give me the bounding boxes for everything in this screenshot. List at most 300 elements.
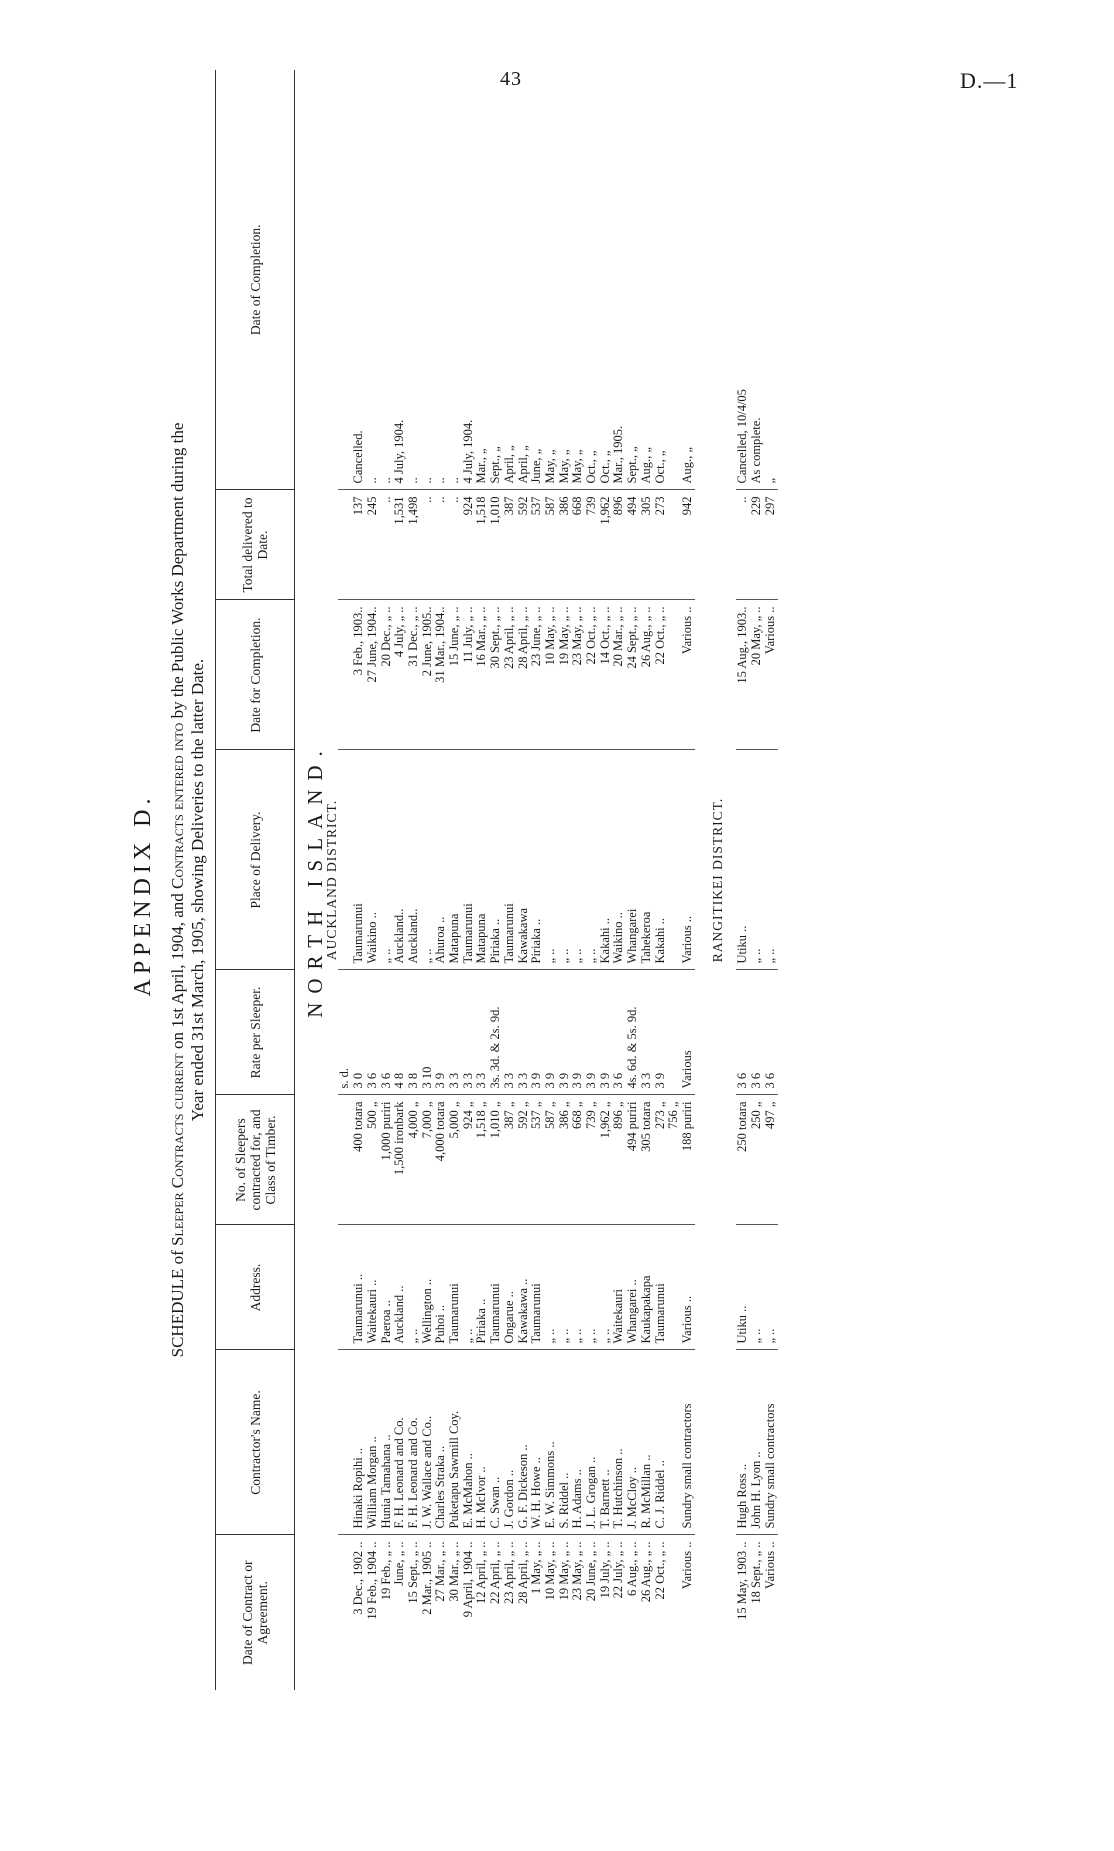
- sleepers-cell: 494 puriri: [626, 1095, 640, 1225]
- total-delivered-cell: 942: [681, 490, 695, 600]
- contractor-cell: John H. Lyon ..: [750, 1350, 764, 1535]
- auckland-row: [462, 70, 476, 1690]
- date-contract-cell: 19 Feb., 1904 ..: [364, 1541, 379, 1620]
- total-delivered-cell: 494: [626, 490, 640, 600]
- place-cell: Utiku ..: [736, 750, 750, 970]
- contractor-cell: R. McMillan ..: [640, 1350, 654, 1535]
- place-cell: Taumarunui: [503, 750, 517, 970]
- contractor-cell: J. McCloy ..: [626, 1350, 640, 1535]
- contractor-cell: Hunia Tamahana ..: [380, 1350, 394, 1535]
- sleepers-cell: 537 „: [530, 1095, 544, 1225]
- address-cell: Taumarunui ..: [352, 1225, 366, 1350]
- date-of-completion-cell: April, „: [517, 70, 531, 490]
- address-cell: Taumarunui: [654, 1225, 668, 1350]
- total-delivered-cell: 537: [530, 490, 544, 600]
- date-of-completion-cell: ..: [434, 70, 448, 490]
- place-cell: Various ..: [681, 750, 695, 970]
- date-of-completion-cell: „: [764, 70, 778, 490]
- date-for-completion-cell: 24 Sept., „ ..: [626, 600, 640, 750]
- sleepers-cell: 386 „: [558, 1095, 572, 1225]
- date-of-completion-cell: 4 July, 1904.: [462, 70, 476, 490]
- date-of-completion-cell: As complete.: [750, 70, 764, 490]
- contractor-cell: E. McMahon ..: [462, 1350, 476, 1535]
- contractor-cell: William Morgan ..: [366, 1350, 380, 1535]
- date-of-completion-cell: June, „: [530, 70, 544, 490]
- date-contract-cell: 23 May, „ ..: [570, 1541, 585, 1601]
- rate-cell: 3 3: [640, 970, 654, 1095]
- total-delivered-cell: 1,518: [475, 490, 489, 600]
- total-delivered-cell: 137: [352, 490, 366, 600]
- title-caps-2: Contracts entered into: [168, 722, 187, 889]
- contractor-cell: T. Hutchinson ..: [612, 1350, 626, 1535]
- date-contract-cell: 23 April, „ ..: [501, 1541, 516, 1604]
- auckland-row: [544, 70, 558, 1690]
- rate-cell: [667, 970, 681, 1095]
- date-for-completion-cell: 31 Mar., 1904..: [434, 600, 448, 750]
- rate-cell: 3s. 3d. & 2s. 9d.: [489, 970, 503, 1095]
- date-contract-cell: 12 April, „ ..: [474, 1541, 489, 1604]
- place-cell: Auckland..: [393, 750, 407, 970]
- address-cell: Piriaka ..: [475, 1225, 489, 1350]
- address-cell: Kaukapakapa: [640, 1225, 654, 1350]
- district-heading-auckland: AUCKLAND DISTRICT.: [323, 799, 339, 961]
- date-contract-cell: 1 May, „ ..: [529, 1541, 544, 1595]
- date-for-completion-cell: 22 Oct., „ ..: [654, 600, 668, 750]
- date-for-completion-cell: 30 Sept., „ ..: [489, 600, 503, 750]
- place-cell: „ ..: [380, 750, 394, 970]
- address-cell: Wellington ..: [421, 1225, 435, 1350]
- rate-cell: 4s. 6d. & 5s. 9d.: [626, 970, 640, 1095]
- total-delivered-cell: 387: [503, 490, 517, 600]
- sleepers-cell: 250 „: [750, 1095, 764, 1225]
- district-heading-rangitikei: RANGITIKEI DISTRICT.: [709, 797, 725, 963]
- sleepers-cell: 250 totara: [736, 1095, 750, 1225]
- date-of-completion-cell: ..: [421, 70, 435, 490]
- sleepers-cell: 1,962 „: [599, 1095, 613, 1225]
- date-of-completion-cell: ..: [366, 70, 380, 490]
- rate-cell: Various: [681, 970, 695, 1095]
- contractor-cell: F. H. Leonard and Co.: [393, 1350, 407, 1535]
- place-cell: Kawakawa: [517, 750, 531, 970]
- place-cell: „ ..: [421, 750, 435, 970]
- address-cell: Paeroa ..: [380, 1225, 394, 1350]
- rate-cell: 3 9: [558, 970, 572, 1095]
- total-delivered-cell: 1,498: [407, 490, 421, 600]
- rate-cell: 3 6: [366, 970, 380, 1095]
- schedule-table: [215, 70, 778, 1690]
- contractor-cell: H. McIvor ..: [475, 1350, 489, 1535]
- sleepers-cell: 4,000 „: [407, 1095, 421, 1225]
- address-cell: [667, 1225, 681, 1350]
- date-contract-cell: 28 April, „ ..: [515, 1541, 530, 1604]
- total-delivered-cell: 592: [517, 490, 531, 600]
- contractor-cell: G. F. Dickeson ..: [517, 1350, 531, 1535]
- date-contract-cell: 22 Oct., „ ..: [652, 1541, 667, 1600]
- address-cell: Taumarunui: [448, 1225, 462, 1350]
- contractor-cell: E. W. Simmons ..: [544, 1350, 558, 1535]
- contractor-cell: Sundry small contractors: [681, 1350, 695, 1535]
- island-heading: NORTH ISLAND.: [303, 742, 327, 1018]
- total-delivered-cell: 297: [764, 490, 778, 600]
- date-for-completion-cell: 23 May, „ ..: [571, 600, 585, 750]
- date-for-completion-cell: 11 July, „ ..: [462, 600, 476, 750]
- total-delivered-cell: ..: [421, 490, 435, 600]
- rate-unit-label: s. d.: [338, 970, 352, 1095]
- district-heading-row: [323, 70, 339, 1690]
- col-date-of-completion: Date of Completion.: [216, 70, 295, 490]
- sleepers-cell: 305 totara: [640, 1095, 654, 1225]
- contractor-cell: H. Adams ..: [571, 1350, 585, 1535]
- total-delivered-cell: 1,962: [599, 490, 613, 600]
- address-cell: „ ..: [558, 1225, 572, 1350]
- date-contract-cell: 22 April, „ ..: [488, 1541, 503, 1604]
- date-of-completion-cell: [667, 70, 681, 490]
- rate-cell: 3 6: [764, 970, 778, 1095]
- auckland-row: [407, 70, 421, 1690]
- auckland-row: [503, 70, 517, 1690]
- date-of-completion-cell: April, „: [503, 70, 517, 490]
- district-heading-row: [709, 70, 725, 1690]
- contractor-cell: Charles Straka ..: [434, 1350, 448, 1535]
- sleepers-cell: 500 „: [366, 1095, 380, 1225]
- auckland-row: [517, 70, 531, 1690]
- date-for-completion-cell: 31 Dec., „ ..: [407, 600, 421, 750]
- contractor-cell: J. Gordon ..: [503, 1350, 517, 1535]
- sleepers-cell: 188 puriri: [681, 1095, 695, 1225]
- place-cell: „ ..: [764, 750, 778, 970]
- place-cell: Matapuna: [448, 750, 462, 970]
- rate-cell: 3 6: [612, 970, 626, 1095]
- date-for-completion-cell: Various ..: [764, 600, 778, 750]
- date-contract-cell: June, „ ..: [392, 1541, 407, 1586]
- date-for-completion-cell: 20 Mar., „ ..: [612, 600, 626, 750]
- auckland-row: [626, 70, 640, 1690]
- rate-cell: 3 9: [571, 970, 585, 1095]
- contractor-cell: J. L. Grogan ..: [585, 1350, 599, 1535]
- rate-cell: 3 9: [434, 970, 448, 1095]
- sleepers-cell: 1,000 puriri: [380, 1095, 394, 1225]
- document-reference: D.—1: [960, 68, 1019, 93]
- col-sleepers: No. of Sleepers contracted for, and Class of Timber.: [216, 1095, 295, 1225]
- rangitikei-row: [764, 70, 778, 1690]
- date-of-completion-cell: Sept., „: [626, 70, 640, 490]
- date-of-completion-cell: Aug., „: [640, 70, 654, 490]
- section-spacer: [695, 70, 709, 1690]
- col-date-for-completion: Date for Completion.: [216, 600, 295, 750]
- date-contract-cell: 2 Mar., 1905 ..: [419, 1541, 434, 1615]
- island-heading-row: [295, 70, 323, 1690]
- total-delivered-cell: 305: [640, 490, 654, 600]
- place-cell: „ ..: [571, 750, 585, 970]
- rangitikei-row: [750, 70, 764, 1690]
- date-for-completion-cell: 15 June, „ ..: [448, 600, 462, 750]
- date-of-completion-cell: Cancelled, 10/4/05: [736, 70, 750, 490]
- address-cell: Taumarunui: [530, 1225, 544, 1350]
- contractor-cell: J. W. Wallace and Co..: [421, 1350, 435, 1535]
- total-delivered-cell: ..: [434, 490, 448, 600]
- sleepers-cell: 7,000 „: [421, 1095, 435, 1225]
- rate-cell: 3 9: [530, 970, 544, 1095]
- date-for-completion-cell: 3 Feb., 1903..: [352, 600, 366, 750]
- address-cell: „ ..: [544, 1225, 558, 1350]
- rate-cell: 3 3: [462, 970, 476, 1095]
- auckland-row: [393, 70, 407, 1690]
- rate-cell: 3 9: [599, 970, 613, 1095]
- contractor-cell: Sundry small contractors: [764, 1350, 778, 1535]
- address-cell: „ ..: [462, 1225, 476, 1350]
- contractor-cell: Hugh Ross ..: [736, 1350, 750, 1535]
- address-cell: „ ..: [599, 1225, 613, 1350]
- title-text-1: SCHEDULE of: [168, 1245, 187, 1358]
- address-cell: Puhoi ..: [434, 1225, 448, 1350]
- date-contract-cell: Various ..: [679, 1541, 694, 1590]
- total-delivered-cell: [667, 490, 681, 600]
- place-cell: Piriaka ..: [530, 750, 544, 970]
- place-cell: „ ..: [585, 750, 599, 970]
- col-address: Address.: [216, 1225, 295, 1350]
- date-contract-cell: 30 Mar., „ ..: [447, 1541, 462, 1602]
- date-of-completion-cell: ..: [380, 70, 394, 490]
- page-number: 43: [500, 68, 522, 90]
- col-contractor: Contractor's Name.: [216, 1350, 295, 1535]
- contractor-cell: W. H. Howe ..: [530, 1350, 544, 1535]
- date-of-completion-cell: Mar., „: [475, 70, 489, 490]
- auckland-row: [558, 70, 572, 1690]
- sleepers-cell: 5,000 „: [448, 1095, 462, 1225]
- sleepers-cell: 924 „: [462, 1095, 476, 1225]
- address-cell: Various ..: [681, 1225, 695, 1350]
- date-of-completion-cell: Oct., „: [599, 70, 613, 490]
- total-delivered-cell: ..: [380, 490, 394, 600]
- sleepers-cell: 4,000 totara: [434, 1095, 448, 1225]
- total-delivered-cell: 668: [571, 490, 585, 600]
- date-for-completion-cell: [667, 600, 681, 750]
- date-for-completion-cell: 2 June, 1905..: [421, 600, 435, 750]
- header-row: [216, 70, 295, 1690]
- rate-cell: 3 9: [544, 970, 558, 1095]
- address-cell: „ ..: [764, 1225, 778, 1350]
- title-caps-1: Sleeper Contracts current: [168, 1053, 187, 1246]
- date-for-completion-cell: 14 Oct., „ ..: [599, 600, 613, 750]
- contractor-cell: Puketapu Sawmill Coy.: [448, 1350, 462, 1535]
- date-for-completion-cell: 16 Mar., „ ..: [475, 600, 489, 750]
- date-for-completion-cell: 19 May, „ ..: [558, 600, 572, 750]
- sleepers-cell: 387 „: [503, 1095, 517, 1225]
- rate-cell: 3 3: [503, 970, 517, 1095]
- date-for-completion-cell: 23 June, „ ..: [530, 600, 544, 750]
- col-total-delivered: Total delivered to Date.: [216, 490, 295, 600]
- address-cell: Waitekauri: [612, 1225, 626, 1350]
- place-cell: Waikino ..: [612, 750, 626, 970]
- address-cell: Kawakawa ..: [517, 1225, 531, 1350]
- date-contract-cell: 22 July, „ ..: [611, 1541, 626, 1599]
- col-rate: Rate per Sleeper.: [216, 970, 295, 1095]
- auckland-row: [681, 70, 695, 1690]
- date-for-completion-cell: 23 April, „ ..: [503, 600, 517, 750]
- rate-cell: 3 10: [421, 970, 435, 1095]
- total-delivered-cell: ..: [736, 490, 750, 600]
- auckland-row: [352, 70, 366, 1690]
- date-contract-cell: 27 Mar., „ ..: [433, 1541, 448, 1602]
- sleepers-cell: 592 „: [517, 1095, 531, 1225]
- contractor-cell: C. J. Riddel ..: [654, 1350, 668, 1535]
- rate-cell: 4 8: [393, 970, 407, 1095]
- date-for-completion-cell: 26 Aug., „ ..: [640, 600, 654, 750]
- rate-cell: 3 6: [736, 970, 750, 1095]
- schedule-title: [168, 70, 208, 1710]
- col-date-contract: Date of Contract or Agreement.: [216, 1535, 295, 1690]
- rangitikei-row: [736, 70, 750, 1690]
- auckland-row: [434, 70, 448, 1690]
- total-delivered-cell: 896: [612, 490, 626, 600]
- date-for-completion-cell: Various ..: [681, 600, 695, 750]
- address-cell: Ongarue ..: [503, 1225, 517, 1350]
- place-cell: Piriaka ..: [489, 750, 503, 970]
- sleepers-cell: 1,500 ironbark: [393, 1095, 407, 1225]
- address-cell: Waitekauri ..: [366, 1225, 380, 1350]
- rate-cell: 3 6: [380, 970, 394, 1095]
- rate-cell: 3 3: [517, 970, 531, 1095]
- sleepers-cell: 896 „: [612, 1095, 626, 1225]
- place-cell: Kakahi ..: [599, 750, 613, 970]
- title-line-2: Year ended 31st March, 1905, showing Deliveries to the latter Date.: [188, 658, 207, 1122]
- title-text-2: on 1st April, 1904, and: [168, 888, 187, 1054]
- date-of-completion-cell: 4 July, 1904.: [393, 70, 407, 490]
- col-place: Place of Delivery.: [216, 750, 295, 970]
- date-contract-cell: 6 Aug., „ ..: [625, 1541, 640, 1597]
- contractor-cell: [667, 1350, 681, 1535]
- sleepers-cell: 400 totara: [352, 1095, 366, 1225]
- date-contract-cell: 19 May, „ ..: [556, 1541, 571, 1601]
- appendix-title: APPENDIX D.: [130, 793, 156, 997]
- auckland-row: [612, 70, 626, 1690]
- schedule-sheet: [130, 60, 1030, 1730]
- date-contract-cell: 10 May, „ ..: [542, 1541, 557, 1601]
- date-for-completion-cell: 27 June, 1904..: [366, 600, 380, 750]
- place-cell: Matapuna: [475, 750, 489, 970]
- rate-cell: 3 3: [475, 970, 489, 1095]
- place-cell: „ ..: [544, 750, 558, 970]
- contractor-cell: F. H. Leonard and Co.: [407, 1350, 421, 1535]
- rate-cell: 3 0: [352, 970, 366, 1095]
- total-delivered-cell: 587: [544, 490, 558, 600]
- contractor-cell: Hinaki Ropihi ..: [352, 1350, 366, 1535]
- date-contract-cell: 26 Aug., „ ..: [638, 1541, 653, 1603]
- address-cell: Auckland ..: [393, 1225, 407, 1350]
- contractor-cell: T. Barnett ..: [599, 1350, 613, 1535]
- total-delivered-cell: 739: [585, 490, 599, 600]
- sleepers-cell: 739 „: [585, 1095, 599, 1225]
- auckland-row: [530, 70, 544, 1690]
- total-delivered-cell: 273: [654, 490, 668, 600]
- auckland-row: [667, 70, 681, 1690]
- total-delivered-cell: 1,531: [393, 490, 407, 600]
- date-for-completion-cell: 20 May, „ ..: [750, 600, 764, 750]
- place-cell: Auckland..: [407, 750, 421, 970]
- date-contract-cell: 3 Dec., 1902 ..: [351, 1541, 366, 1615]
- date-contract-cell: 15 May, 1903 ..: [735, 1541, 750, 1620]
- date-contract-cell: 18 Sept., „ ..: [749, 1541, 764, 1604]
- total-delivered-cell: 229: [750, 490, 764, 600]
- place-cell: Kakahi ..: [654, 750, 668, 970]
- sleepers-cell: 1,010 „: [489, 1095, 503, 1225]
- rate-cell: 3 9: [654, 970, 668, 1095]
- rate-cell: 3 6: [750, 970, 764, 1095]
- sleepers-cell: 668 „: [571, 1095, 585, 1225]
- address-cell: „ ..: [407, 1225, 421, 1350]
- date-for-completion-cell: 20 Dec., „ ..: [380, 600, 394, 750]
- date-of-completion-cell: May, „: [571, 70, 585, 490]
- date-contract-cell: 15 Sept., „ ..: [405, 1541, 420, 1604]
- date-for-completion-cell: 10 May, „ ..: [544, 600, 558, 750]
- address-cell: Utiku ..: [736, 1225, 750, 1350]
- sleepers-cell: 497 „: [764, 1095, 778, 1225]
- sleepers-cell: 1,518 „: [475, 1095, 489, 1225]
- date-contract-cell: 19 July, „ ..: [597, 1541, 612, 1599]
- date-for-completion-cell: 15 Aug., 1903..: [736, 600, 750, 750]
- auckland-row: [640, 70, 654, 1690]
- auckland-row: [571, 70, 585, 1690]
- date-contract-cell: 9 April, 1904 ..: [460, 1541, 475, 1618]
- date-of-completion-cell: Cancelled.: [352, 70, 366, 490]
- place-cell: Ahuroa ..: [434, 750, 448, 970]
- place-cell: Whangarei: [626, 750, 640, 970]
- contractor-cell: C. Swan ..: [489, 1350, 503, 1535]
- total-delivered-cell: 386: [558, 490, 572, 600]
- rate-cell: 3 8: [407, 970, 421, 1095]
- auckland-row: [654, 70, 668, 1690]
- total-delivered-cell: 924: [462, 490, 476, 600]
- auckland-row: [380, 70, 394, 1690]
- date-of-completion-cell: ..: [448, 70, 462, 490]
- place-cell: Tahekeroa: [640, 750, 654, 970]
- address-cell: Whangarei ..: [626, 1225, 640, 1350]
- place-cell: „ ..: [750, 750, 764, 970]
- date-of-completion-cell: Oct., „: [585, 70, 599, 490]
- auckland-row: [489, 70, 503, 1690]
- date-contract-cell: [667, 1535, 681, 1690]
- total-delivered-cell: 1,010: [489, 490, 503, 600]
- place-cell: [667, 750, 681, 970]
- date-of-completion-cell: May, „: [558, 70, 572, 490]
- auckland-row: [585, 70, 599, 1690]
- date-for-completion-cell: 4 July, „ ..: [393, 600, 407, 750]
- date-contract-cell: Various ..: [762, 1541, 777, 1590]
- place-cell: Taumarunui: [462, 750, 476, 970]
- date-for-completion-cell: 22 Oct., „ ..: [585, 600, 599, 750]
- title-text-3: by the Public Works Department during the: [168, 422, 187, 723]
- total-delivered-cell: 245: [366, 490, 380, 600]
- rate-unit-row: [338, 70, 352, 1690]
- date-of-completion-cell: Mar., 1905.: [612, 70, 626, 490]
- date-of-completion-cell: ..: [407, 70, 421, 490]
- place-cell: Taumarunui: [352, 750, 366, 970]
- auckland-row: [421, 70, 435, 1690]
- date-contract-cell: 20 June, „ ..: [584, 1541, 599, 1602]
- place-cell: Waikino ..: [366, 750, 380, 970]
- sleepers-cell: 273 „: [654, 1095, 668, 1225]
- auckland-row: [599, 70, 613, 1690]
- date-of-completion-cell: Sept., „: [489, 70, 503, 490]
- sleepers-cell: 587 „: [544, 1095, 558, 1225]
- auckland-row: [475, 70, 489, 1690]
- contractor-cell: S. Riddel ..: [558, 1350, 572, 1535]
- rate-cell: 3 9: [585, 970, 599, 1095]
- address-cell: „ ..: [750, 1225, 764, 1350]
- date-for-completion-cell: 28 April, „ ..: [517, 600, 531, 750]
- date-of-completion-cell: Oct., „: [654, 70, 668, 490]
- sleepers-cell: 756 „: [667, 1095, 681, 1225]
